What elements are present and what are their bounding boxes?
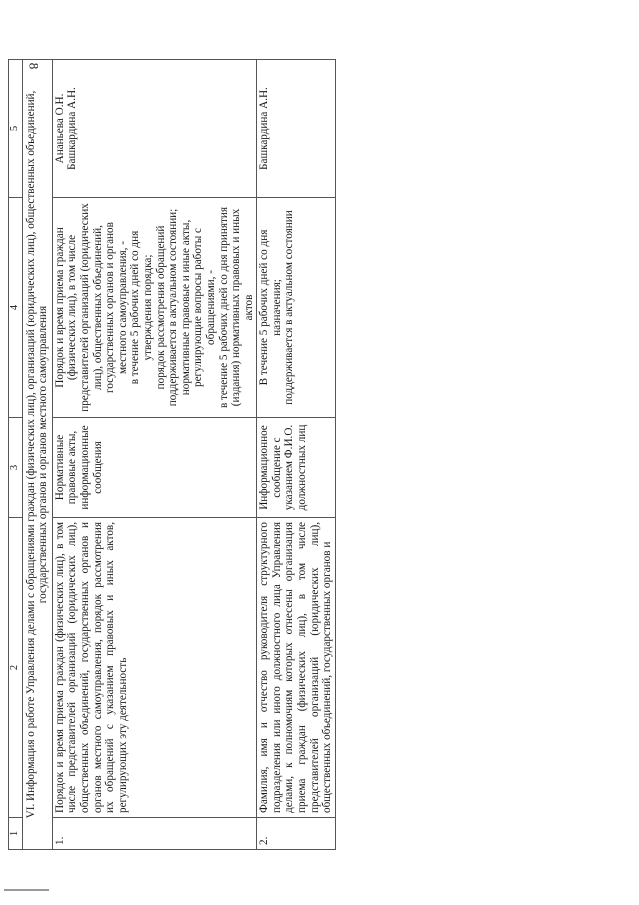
row-description: Порядок и время приема граждан (физических лиц), в том числе представителей организаций (юридических лиц), общественных объединений, государственных органов и органов местного самоуправления, порядок рассмотрения их обращений с указанием правовых и иных актов, регулирующих эту деятельность (52, 518, 257, 818)
column-number-5: 5 (9, 60, 23, 198)
column-number-4: 4 (9, 198, 23, 418)
section-header-row (22, 60, 52, 850)
term-line: в течение 5 рабочих дней со дня принятия (издания) нормативных правовых и иных актов (217, 206, 255, 409)
responsible-person: Башкардина А.Н. (258, 87, 271, 170)
term-line: В течение 5 рабочих дней со дня назначения; (258, 229, 283, 386)
term-line: Порядок и время приема граждан (физических лиц), в том числе представителей организаций (юридических лиц), общественных объединений, государственных органов и органов местного самоуправления, - (53, 203, 129, 412)
section-title: VI. Информация о работе Управления делами с обращениями граждан (физических лиц), организаций (юридических лиц), общественных объединений, государственных органов и органов местного самоуправления (22, 60, 52, 850)
term-line: порядок рассмотрения обращений поддерживается в актуальном состоянии; (154, 208, 180, 407)
row-terms (52, 198, 257, 418)
row-number: 2. (257, 818, 336, 850)
table-row (257, 60, 336, 850)
column-number-2: 2 (9, 518, 23, 818)
row-responsible (257, 60, 336, 198)
row-description: Фамилия, имя и отчество руководителя структурного подразделения или иного должностного лица Управления делами, к полномочиям которых отнесены организация приема граждан (физических лиц), в том числе представителей организаций (юридических лиц), общественных объединений, государственных органов и (257, 518, 336, 818)
table-row (52, 60, 257, 850)
responsible-person: Башкардина А.Н. (66, 87, 79, 170)
page-number: 8 (26, 62, 42, 70)
row-number: 1. (52, 818, 257, 850)
term-line: поддерживается в актуальном состоянии (283, 210, 296, 405)
column-number-1: 1 (9, 818, 23, 850)
term-line: в течение 5 рабочих дней со дня утверждения порядка; (129, 230, 154, 385)
column-number-3: 3 (9, 418, 23, 518)
information-table (8, 59, 336, 850)
term-line: нормативные правовые и иные акты, регулирующие вопросы работы с обращениями, - (179, 219, 217, 396)
scan-edge-mark (4, 889, 49, 891)
row-form: Информационное сообщение с указанием Ф.И.О. должностных лиц (257, 418, 336, 518)
column-number-row (9, 60, 23, 850)
row-responsible (52, 60, 257, 198)
row-form: Нормативные правовые акты, информационные сообщения (52, 418, 257, 518)
rotated-table-sheet (8, 60, 503, 850)
responsible-person: Ананьева О.Н. (53, 93, 66, 164)
row-terms (257, 198, 336, 418)
